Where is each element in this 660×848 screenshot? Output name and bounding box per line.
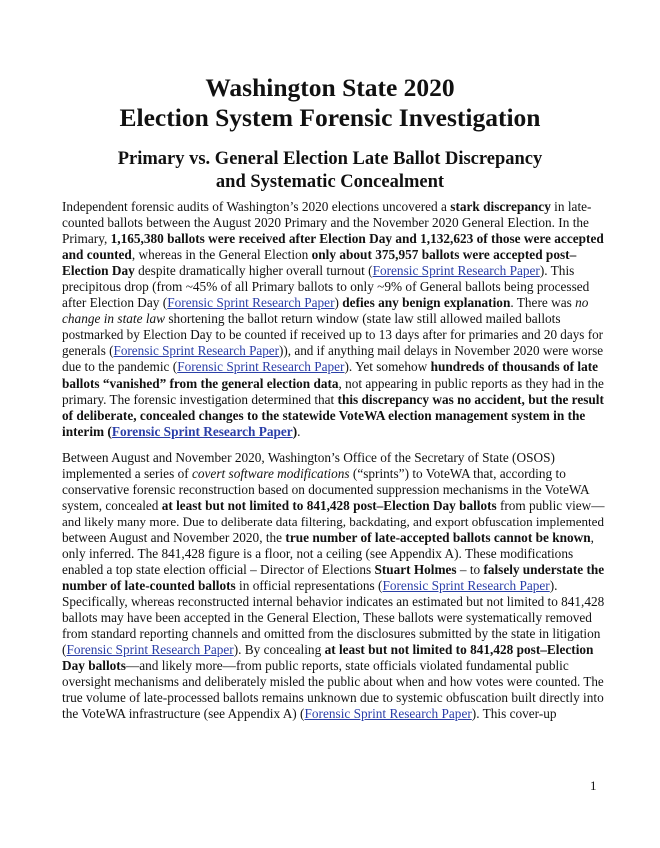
title-line-2: Election System Forensic Investigation xyxy=(119,103,541,132)
text: ). xyxy=(549,578,558,594)
text: between August and November 2020, the xyxy=(62,529,286,545)
bold-text: only about 375,957 ballots were accepted post– xyxy=(311,247,577,263)
text: from public view— xyxy=(496,497,605,513)
source-link[interactable]: Forensic Sprint Research Paper xyxy=(372,263,540,279)
bold-text: Day ballots xyxy=(62,658,126,674)
bold-text: of deliberate, concealed changes to the statewide VoteWA election management system in the xyxy=(62,407,586,423)
source-link[interactable]: Forensic Sprint Research Paper xyxy=(177,359,345,375)
bold-text: this discrepancy was no accident, but the result xyxy=(337,391,604,407)
section-heading-line-1: Primary vs. General Election Late Ballot Discrepancy xyxy=(117,149,543,169)
source-link[interactable]: Forensic Sprint Research Paper xyxy=(304,706,472,722)
text: Primary, xyxy=(62,231,111,247)
section-heading xyxy=(0,148,660,194)
text: ). By concealing xyxy=(233,642,325,658)
text: despite dramatically higher overall turnout ( xyxy=(134,263,373,279)
source-link[interactable]: Forensic Sprint Research Paper xyxy=(66,642,234,658)
text: primary. The forensic investigation determined that xyxy=(62,391,338,407)
bold-text: falsely understate the xyxy=(483,562,605,578)
bold-text: ballots “vanished” from the general election data xyxy=(62,375,339,391)
body-text xyxy=(62,199,604,733)
bold-text: at least but not limited to 841,428 post–Election Day ballots xyxy=(161,497,497,513)
bold-text: interim ( xyxy=(62,423,112,439)
paragraph-1 xyxy=(62,199,604,440)
paragraph-2 xyxy=(62,450,604,723)
text: ). Yet somehow xyxy=(344,359,431,375)
text: Independent forensic audits of Washington’s 2020 elections uncovered a xyxy=(62,199,451,214)
text: , xyxy=(590,529,594,545)
title-line-1: Washington State 2020 xyxy=(205,73,455,102)
text: ). This xyxy=(539,263,575,279)
text: in late- xyxy=(550,199,592,214)
text: ( xyxy=(62,642,67,658)
text: . There was xyxy=(510,295,576,311)
text: after Election Day ( xyxy=(62,295,168,311)
section-heading-line-2: and Systematic Concealment xyxy=(215,172,445,192)
text: , whereas in the General Election xyxy=(131,247,312,263)
text: – to xyxy=(456,562,484,578)
text: and likely many more. Due to deliberate data filtering, backdating, and export obfuscation implemented xyxy=(62,513,604,529)
text: from standard reporting channels and omitted from the disclosures submitted by the state in litigation xyxy=(62,626,601,642)
text: true volume of late-processed ballots remains unknown due to systemic obfuscation built directly into xyxy=(62,690,604,706)
bold-text: at least but not limited to 841,428 post–Election xyxy=(324,642,594,658)
text: implemented a series of xyxy=(62,465,192,481)
italic-text: change in state law xyxy=(62,311,166,327)
text: due to the pandemic ( xyxy=(62,359,178,375)
italic-text: no xyxy=(575,295,589,311)
document-title xyxy=(0,73,660,133)
text: in official representations ( xyxy=(235,578,383,594)
bold-text: ) xyxy=(292,423,298,439)
bold-text: hundreds of thousands of late xyxy=(430,359,599,375)
bold-text: and counted xyxy=(62,247,132,263)
italic-text: covert software modifications xyxy=(191,465,350,481)
text: precipitous drop (from ~45% of all Primary ballots to only ~9% of General ballots being processed xyxy=(62,279,590,295)
bold-text: number of late-counted ballots xyxy=(62,578,236,594)
text: ) xyxy=(334,295,343,311)
text: Specifically, whereas reconstructed internal behavior indicates an estimated but not limited to 841,428 xyxy=(62,594,605,610)
text: —and likely more—from public reports, state officials violated fundamental public xyxy=(125,658,569,674)
source-link[interactable]: Forensic Sprint Research Paper xyxy=(111,423,293,439)
bold-text: Stuart Holmes xyxy=(374,562,457,578)
text: only inferred. The 841,428 figure is a floor, not a ceiling (see Appendix A). These modifications xyxy=(62,545,574,561)
bold-text: stark discrepancy xyxy=(450,199,551,214)
text: enabled a top state election official – Director of Elections xyxy=(62,562,375,578)
bold-text: 1,165,380 ballots were received after Election Day and 1,132,623 of those were accepted xyxy=(110,231,604,247)
source-link[interactable]: Forensic Sprint Research Paper xyxy=(167,295,335,311)
text: postmarked by Election Day to be counted if received up to 13 days after for primaries and 20 days for xyxy=(62,327,604,343)
source-link[interactable]: Forensic Sprint Research Paper xyxy=(382,578,550,594)
text: the VoteWA infrastructure (see Appendix A) ( xyxy=(62,706,305,722)
page-number: 1 xyxy=(590,778,597,793)
text: . xyxy=(297,423,301,439)
text: Between August and November 2020, Washington’s Office of the Secretary of State (OSOS) xyxy=(62,449,555,465)
text: ). This cover-up xyxy=(471,706,557,722)
source-link[interactable]: Forensic Sprint Research Paper xyxy=(113,343,280,359)
text: ballots may have been accepted in the General Election, These ballots were systematically removed xyxy=(62,610,592,626)
text: generals ( xyxy=(62,343,114,359)
text: (“sprints”) to VoteWA that, according to xyxy=(349,465,566,481)
text: oversight mechanisms and deliberately misled the public about when and how votes were counted. The xyxy=(62,674,604,690)
text: system, concealed xyxy=(62,497,162,513)
text: shortening the ballot return window (state law still allowed mailed ballots xyxy=(165,311,561,327)
text: )), and if anything mail delays in November 2020 were worse xyxy=(279,343,604,359)
bold-text: true number of late-accepted ballots cannot be known xyxy=(285,529,591,545)
text: , not appearing in public reports as they had in the xyxy=(338,375,604,391)
bold-text: defies any benign explanation xyxy=(342,295,511,311)
text: counted ballots between the August 2020 Primary and the November 2020 General Election. In the xyxy=(62,215,589,231)
text: conservative forensic reconstruction based on documented suppression mechanisms in the VoteWA xyxy=(62,481,590,497)
bold-text: Election Day xyxy=(62,263,135,279)
